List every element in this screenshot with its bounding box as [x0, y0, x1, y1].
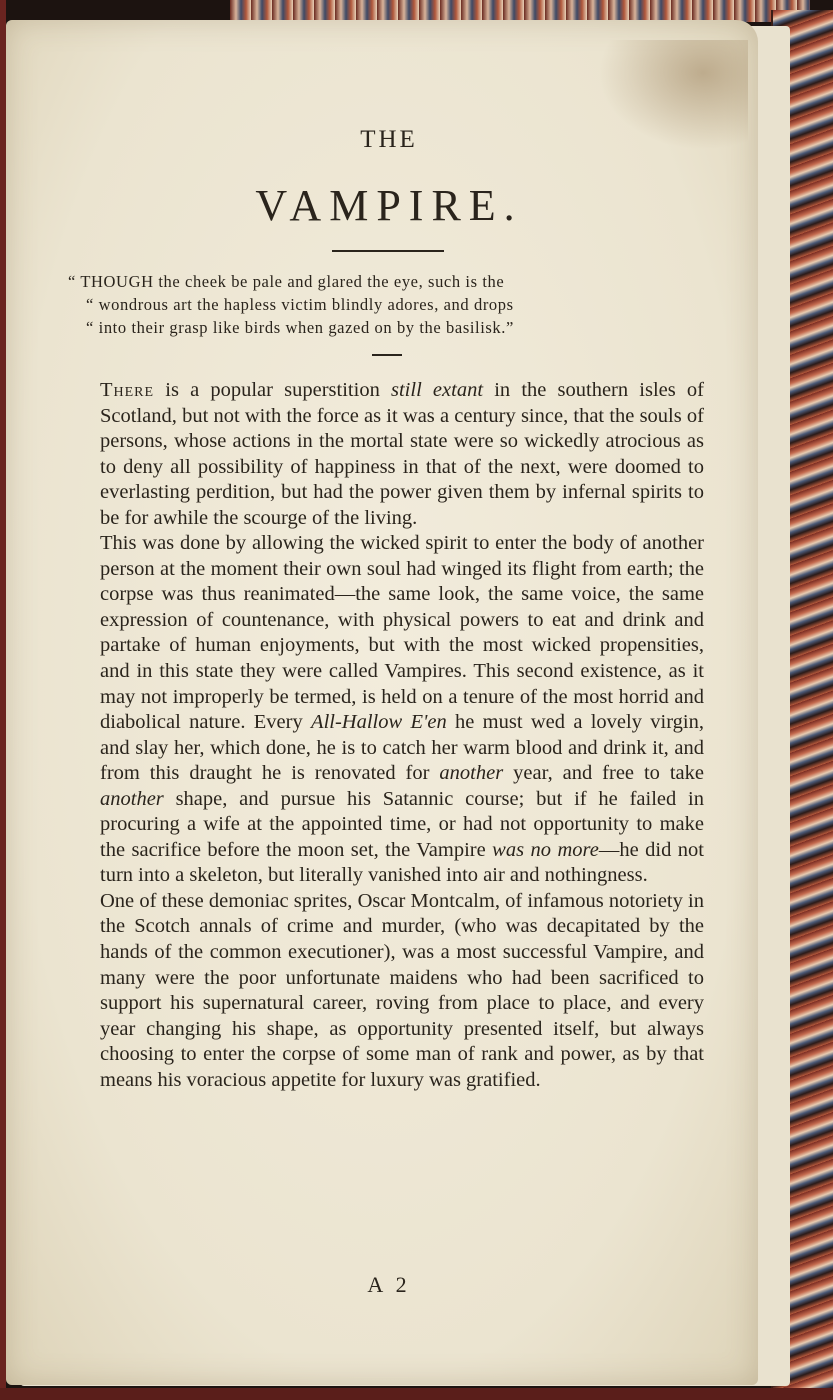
italic-run: was no more: [492, 838, 599, 861]
italic-run: still extant: [391, 379, 484, 401]
text-run: he must wed a lovely virgin, and slay her, which done, he is to catch her warm blood and drink it, and from this draught he is renovated for: [100, 711, 704, 785]
signature-mark: A 2: [367, 1272, 411, 1297]
marbled-edge-top: [230, 0, 810, 22]
text-run: This was done by allowing the wicked spirit to enter the body of another person at the moment their own soul had winged its flight from earth; the corpse was thus reanimated—the same look, the same voice, the same expression of countenance, with physical powers to eat and drink and partake of human enjoyments, but with the most wicked propensities, and in this state they were called Vampires. This second existence, as it may not improperly be termed, is held on a tenure of the most horrid and diabolical nature. Every: [100, 532, 704, 734]
text-run: shape, and pursue his Satannic course; but if he failed in procuring a wife at the appointed time, or had not opportunity to make the sacrifice before the moon set, the Vampire: [100, 787, 704, 861]
text-run: year, and free to take: [503, 762, 704, 785]
epigraph: [68, 270, 704, 339]
body-text: [74, 378, 704, 1093]
epigraph-line: “ THOUGH the cheek be pale and glared the eye, such is the: [68, 272, 505, 291]
epigraph-line: “ wondrous art the hapless victim blindly adores, and drops: [86, 295, 514, 314]
title-vampire: VAMPIRE.: [255, 181, 523, 230]
paragraph-2: [74, 531, 704, 889]
italic-run: another: [439, 762, 504, 785]
paragraph-3: One of these demoniac sprites, Oscar Montcalm, of infamous notoriety in the Scotch annals of crime and murder, (who was decapitated by the hands of the common executioner), was a most successful Vampire, and many were the poor unfortunate maidens who had been sacrificed to support his supernatural career, roving from place to place, and every year changing his shape, as opportunity presented itself, but always choosing to enter the corpse of some man of rank and power, as by that means his voracious appetite for luxury was gratified.: [100, 889, 704, 1091]
book-cover-bottom: [0, 1388, 833, 1400]
title-rule: [332, 250, 444, 252]
italic-run: All-Hallow E'en: [311, 711, 447, 734]
section-rule: [372, 354, 402, 356]
epigraph-line: “ into their grasp like birds when gazed on by the basilisk.”: [86, 318, 514, 337]
title-the: THE: [360, 126, 418, 153]
paragraph-1: [74, 378, 704, 531]
text-run: in the southern isles of Scotland, but not with the force as it was a century since, that the souls of persons, whose actions in the mortal state were so wickedly atrocious as to deny all possibility of happiness in that of the next, were doomed to everlasting perdition, but had the power given them by infernal spirits to be for awhile the scourge of the living.: [100, 379, 704, 529]
book-page: [6, 20, 758, 1385]
text-run: —he did not turn into a skeleton, but literally vanished into air and nothingness.: [100, 838, 704, 887]
text-run: is a popular superstition: [154, 379, 391, 401]
italic-run: another: [100, 787, 164, 810]
drop-word: There: [100, 379, 155, 401]
